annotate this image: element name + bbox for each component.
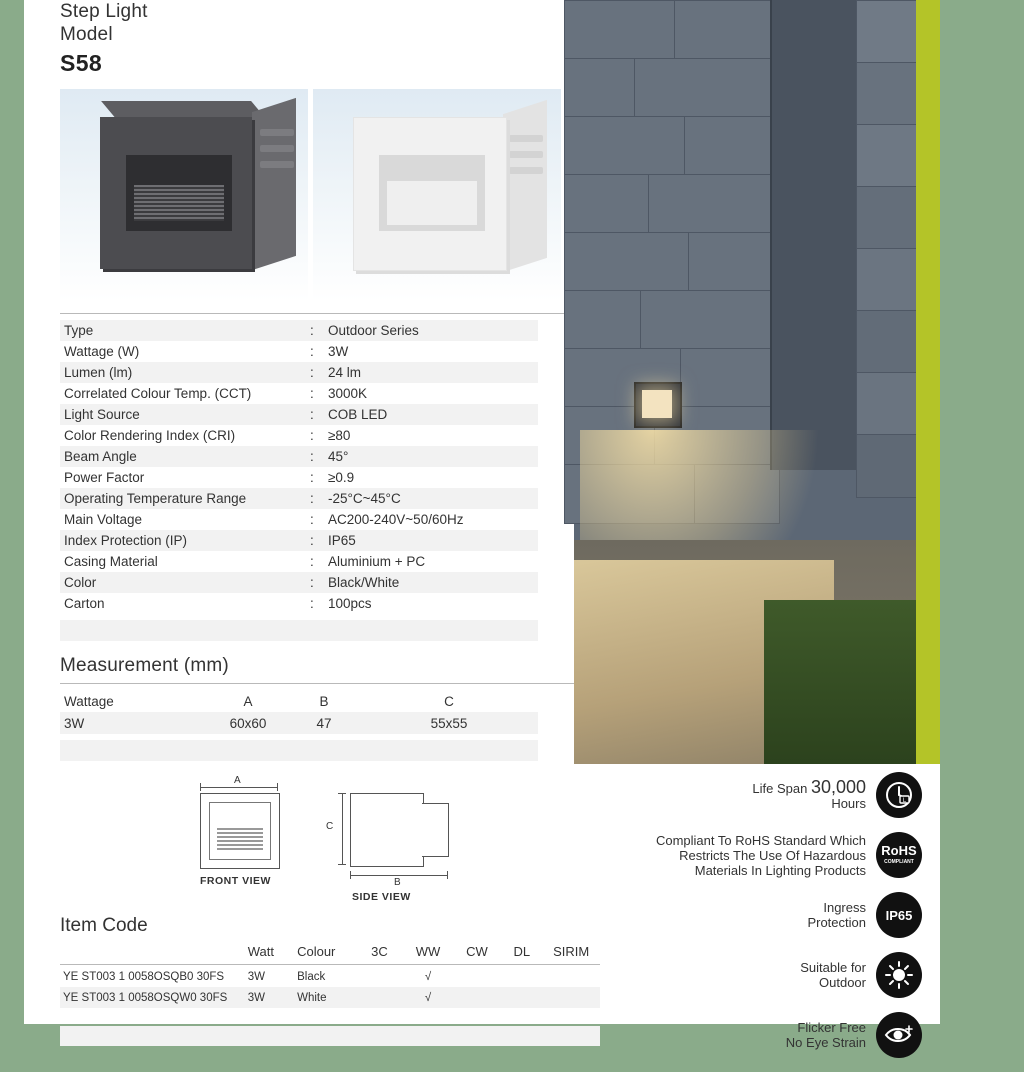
life-span-value: 30,000 — [810, 776, 866, 797]
divider-measurement — [60, 683, 574, 684]
side-view-tail — [422, 803, 449, 857]
table-row: YE ST003 1 0058OSQW0 30FS 3W White √ — [60, 987, 600, 1008]
divider-specs — [60, 313, 574, 314]
page-title — [60, 0, 574, 77]
flicker-line-1: Flicker Free — [797, 1020, 866, 1035]
feature-list — [574, 772, 940, 1072]
front-view-drawing — [200, 793, 280, 869]
table-row: Beam Angle : 45° — [60, 446, 538, 467]
table-header-row: Watt Colour 3C WW CW DL SIRIM — [247, 944, 590, 959]
table-row: Index Protection (IP) : IP65 — [60, 530, 538, 551]
product-photo-white — [313, 89, 561, 301]
ip65-text: IP65 — [885, 907, 913, 923]
sun-icon — [876, 952, 922, 998]
datasheet-page — [24, 0, 940, 1050]
spec-table — [60, 320, 538, 614]
ip65-badge-icon — [876, 892, 922, 938]
table-row: Correlated Colour Temp. (CCT) : 3000K — [64, 386, 368, 401]
item-code-table — [60, 941, 600, 1046]
feature-ingress-protection — [574, 892, 940, 938]
ingress-line-2: Protection — [807, 915, 866, 930]
title-line-2: Model — [60, 24, 113, 45]
table-row: Wattage (W) : 3W — [64, 344, 349, 359]
table-row: Operating Temperature Range : -25°C~45°C — [60, 488, 538, 509]
title-line-1: Step Light — [60, 1, 148, 22]
model-code: S58 — [60, 50, 103, 76]
svg-text:L: L — [902, 798, 907, 804]
installed-step-light — [634, 382, 682, 428]
dim-c-label: C — [326, 821, 334, 832]
outdoor-line-1: Suitable for — [800, 960, 866, 975]
product-photos — [60, 89, 574, 301]
life-span-unit: Hours — [831, 795, 866, 811]
ingress-line-1: Ingress — [823, 900, 866, 915]
rohs-icon-text-top: RoHS — [881, 842, 917, 858]
application-photo — [574, 0, 916, 764]
table-row: Main Voltage : AC200-240V~50/60Hz — [64, 512, 464, 527]
clock-led-icon — [876, 772, 922, 818]
table-row — [60, 1026, 600, 1046]
life-span-label: Life Span — [752, 780, 808, 796]
right-column — [574, 0, 940, 1050]
rohs-line-2: Restricts The Use Of Hazardous — [679, 847, 866, 863]
spacer-stripe-2 — [60, 740, 538, 761]
table-row: Color Rendering Index (CRI) : ≥80 — [64, 428, 351, 443]
feature-suitable-outdoor — [574, 952, 940, 998]
table-row: Power Factor : ≥0.9 — [64, 470, 355, 485]
accent-strip — [916, 0, 940, 764]
left-column — [60, 0, 590, 1024]
feature-rohs — [574, 832, 940, 878]
flicker-line-2: No Eye Strain — [785, 1035, 866, 1050]
table-row: Carton : 100pcs — [64, 596, 372, 611]
item-code-heading: Item Code — [60, 915, 148, 936]
side-view-label: SIDE VIEW — [352, 891, 411, 903]
rohs-icon-text-bottom: COMPLIANT — [884, 858, 914, 865]
product-photo-black — [60, 89, 308, 301]
table-row: Type : Outdoor Series — [60, 320, 538, 341]
dim-a-label: A — [234, 775, 241, 786]
feature-flicker-free — [574, 1012, 940, 1058]
table-row: YE ST003 1 0058OSQB0 30FS 3W Black √ — [63, 970, 432, 983]
spacer-stripe — [60, 620, 538, 641]
rohs-line-3: Materials In Lighting Products — [694, 862, 866, 878]
table-row — [60, 1008, 600, 1026]
rohs-icon — [876, 832, 922, 878]
eye-icon — [876, 1012, 922, 1058]
table-row: Light Source : COB LED — [60, 404, 538, 425]
measurement-heading: Measurement (mm) — [60, 655, 229, 676]
side-view-drawing — [350, 793, 424, 867]
technical-drawings — [60, 775, 538, 905]
dim-b-label: B — [394, 877, 401, 888]
table-row: Color : Black/White — [60, 572, 538, 593]
measurement-table — [60, 690, 538, 734]
table-row: Lumen (lm) : 24 lm — [60, 362, 538, 383]
rohs-line-1: Compliant To RoHS Standard Which — [655, 832, 866, 848]
outdoor-line-2: Outdoor — [819, 975, 866, 990]
front-view-label: FRONT VIEW — [200, 875, 271, 887]
table-row: 3W 60x60 47 55x55 — [60, 712, 538, 734]
feature-life-span — [574, 772, 940, 818]
table-header-row: Wattage A B C — [64, 693, 454, 709]
table-row: Casing Material : Aluminium + PC — [64, 554, 426, 569]
